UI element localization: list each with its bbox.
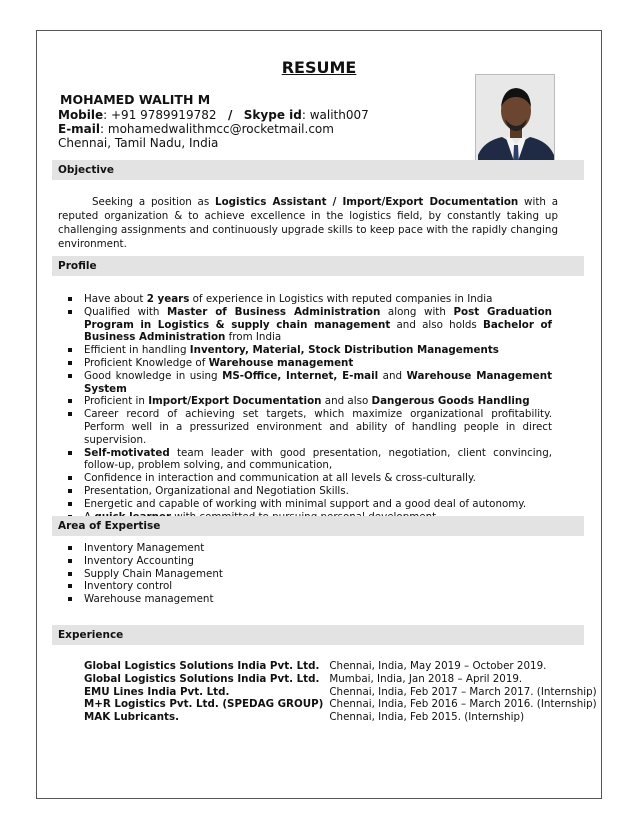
profile-item-bold-text: MS-Office, Internet, E-mail	[222, 369, 379, 382]
profile-item-bold-text: Import/Export Documentation	[148, 395, 322, 408]
experience-table	[84, 660, 597, 724]
profile-item-text: of experience in Logistics with reputed companies in India	[189, 293, 493, 305]
expertise-item: Warehouse management	[64, 593, 364, 606]
resume-title: RESUME	[281, 58, 357, 77]
profile-item	[64, 447, 552, 473]
expertise-item: Inventory Accounting	[64, 555, 364, 568]
profile-item-text: and	[378, 369, 407, 382]
mobile-label: Mobile	[58, 108, 104, 122]
experience-row	[84, 686, 597, 699]
profile-item-bold-text: Warehouse management	[208, 356, 354, 369]
profile-item-text: Good knowledge in using	[84, 369, 223, 382]
experience-row	[84, 698, 597, 711]
profile-item	[64, 306, 552, 344]
experience-row	[84, 673, 597, 686]
profile-item	[64, 485, 552, 498]
experience-details: Chennai, India, May 2019 – October 2019.	[329, 660, 547, 672]
experience-details: Chennai, India, Feb 2015. (Internship)	[329, 711, 525, 724]
profile-item	[64, 472, 552, 485]
contact-email	[58, 122, 334, 137]
profile-item-text: along with	[380, 305, 454, 318]
profile-item	[64, 498, 552, 511]
profile-item-text: Have about	[84, 293, 147, 305]
profile-item-text: Qualified with	[84, 305, 168, 318]
profile-item-text: Confidence in interaction and communication at all levels & cross-culturally.	[84, 472, 476, 485]
profile-item	[64, 293, 552, 306]
expertise-item: Inventory Management	[64, 542, 364, 555]
profile-item-text: Presentation, Organizational and Negotiation Skills.	[84, 484, 349, 497]
profile-item-bold-text: Bachelor of Business Administration	[84, 318, 552, 344]
profile-item-bold-text: Inventory, Material, Stock Distribution Managements	[189, 344, 499, 357]
objective-heading: Objective	[52, 160, 584, 180]
skype-value: : walith007	[301, 108, 369, 122]
profile-item-text: Efficient in handling	[84, 344, 190, 357]
profile-item	[64, 395, 552, 408]
experience-row	[84, 660, 597, 673]
profile-item	[64, 357, 552, 370]
profile-item-text: team leader with good presentation, negotiation, client convincing, follow-up, problem solving, and communication,	[84, 446, 552, 472]
profile-heading: Profile	[52, 256, 584, 276]
objective-text-bold: Logistics Assistant / Import/Export Documentation	[215, 196, 519, 208]
experience-details: Chennai, India, Feb 2017 – March 2017. (Internship)	[329, 685, 597, 698]
profile-item-bold-text: Master of Business Administration	[167, 305, 381, 318]
profile-item	[64, 408, 552, 446]
profile-item-text: and also	[321, 395, 372, 408]
expertise-item: Supply Chain Management	[64, 568, 364, 581]
profile-item-bold-text: 2 years	[146, 293, 190, 305]
profile-item-bold-text: Warehouse Management System	[84, 369, 552, 395]
email-label: E-mail	[58, 122, 101, 136]
experience-company: MAK Lubricants.	[84, 711, 179, 724]
experience-heading: Experience	[52, 625, 584, 645]
skype-label: Skype id	[243, 108, 302, 122]
experience-details: Mumbai, India, Jan 2018 – April 2019.	[329, 672, 523, 685]
profile-item-text: Proficient in	[84, 395, 149, 408]
profile-item-text: from India	[225, 331, 282, 344]
profile-item-text: Proficient Knowledge of	[84, 356, 209, 369]
contact-location: Chennai, Tamil Nadu, India	[58, 136, 219, 150]
profile-item-text: Career record of achieving set targets, which maximize organizational profitability. Perform well in a pressurized environment and ability of handling people in direct supervision.	[84, 408, 552, 446]
experience-company: M+R Logistics Pvt. Ltd. (SPEDAG GROUP)	[84, 698, 324, 711]
experience-company: EMU Lines India Pvt. Ltd.	[84, 685, 230, 698]
experience-row	[84, 711, 597, 724]
profile-item-text: and also holds	[390, 318, 483, 331]
email-value: : mohamedwalithmcc@rocketmail.com	[100, 122, 334, 136]
separator: /	[227, 108, 233, 122]
experience-company: Global Logistics Solutions India Pvt. Ltd.	[84, 672, 320, 685]
experience-details: Chennai, India, Feb 2016 – March 2016. (Internship)	[329, 698, 597, 711]
objective-text-after: with a reputed organization & to achieve excellence in the logistics field, by constantly taking up challenging assignments and continuously upgrade skills to keep pace with the rapidly changing environment.	[58, 196, 558, 250]
expertise-heading: Area of Expertise	[52, 516, 584, 536]
mobile-value: : +91 9789919782	[103, 108, 217, 122]
profile-item-bold-text: Post Graduation Program in Logistics & supply chain management	[84, 305, 552, 331]
profile-item	[64, 344, 552, 357]
profile-list	[64, 293, 552, 523]
profile-item-bold-text: Self-motivated	[84, 446, 170, 459]
profile-item-bold-text: Dangerous Goods Handling	[371, 395, 530, 408]
experience-company: Global Logistics Solutions India Pvt. Ltd.	[84, 660, 320, 672]
expertise-list	[64, 542, 364, 606]
objective-text	[58, 195, 558, 251]
profile-item-text: Energetic and capable of working with minimal support and a good deal of autonomy.	[84, 497, 527, 510]
objective-text-before: Seeking a position as	[92, 196, 216, 208]
candidate-name: MOHAMED WALITH M	[60, 92, 211, 107]
expertise-item: Inventory control	[64, 580, 364, 593]
profile-item	[64, 370, 552, 396]
contact-phone-skype	[58, 108, 369, 123]
